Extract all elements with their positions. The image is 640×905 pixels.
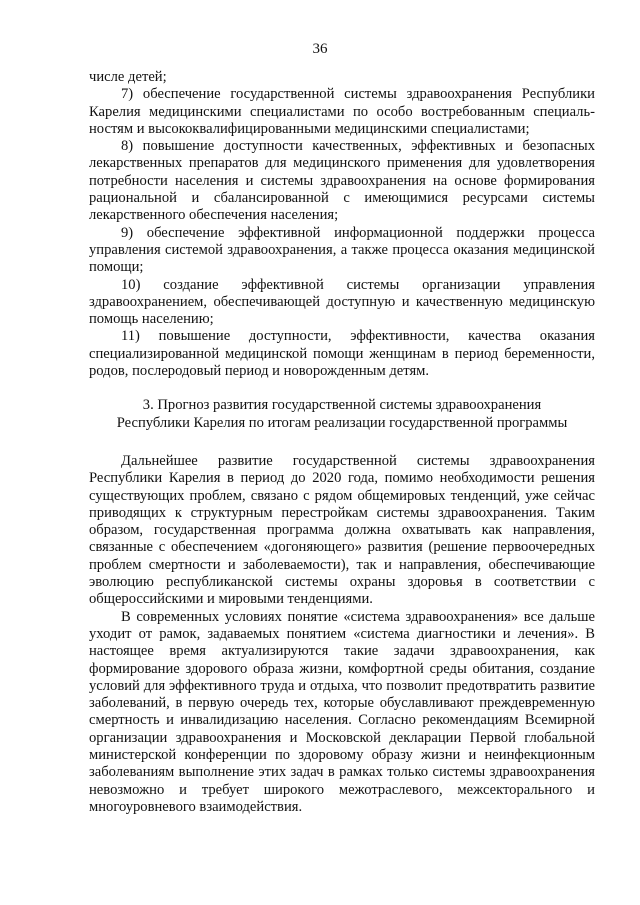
body-paragraph-2: В современных условиях понятие «система здравоохранения» все дальше уходит от рамок, задаваемых понятием «система диагностики и лечения». В настоящее время актуализируются такие задачи здравоохранения, как формирование здорового образа жизни, комфортной среды обитания, создание условий для эффективного труда и отдыха, что позволит предотвратить развитие заболеваний, в первую очередь тех, которые обуславливают преждевременную смертность и инвалидизацию населения. Согласно рекомендациям Всемирной организации здравоохранения и Московской декларации Первой глобальной министерской конференции по здоровому образу жизни и неинфекционным заболеваниям выполнение этих задач в рамках только системы здравоохранения невозможно и требует широкого межотраслевого, межсекторального и многоуровневого взаимодействия. (89, 608, 595, 815)
list-item-8: 8) повышение доступности качественных, эффективных и безопасных лекарственных препаратов для медицинского применения для удовлетворения потребности населения и системы здравоохранения на основе формирования рациональной и сбалансированной с имеющимися ресурсами системы лекарственного обеспечения населения; (89, 138, 595, 224)
list-item-7: 7) обеспечение государственной системы здравоохранения Республики Карелия медицинскими специалистами по особо востребованным специальностям и высококвалифицированными медицинскими специалистами; (89, 86, 595, 137)
section-spacer (89, 380, 595, 397)
page-number: 36 (312, 41, 328, 57)
body-paragraph-1: Дальнейшее развитие государственной системы здравоохранения Республики Карелия в период до 2020 года, помимо необходимости решения существующих проблем, связано с рядом общемировых тенденций, уже сейчас приводящих к структурным перестройкам системы здравоохранения. Таким образом, государственная программа должна охватывать как направления, связанные с обеспечением «догоняющего» развития (решение первоочередных проблем смертности и заболеваемости), так и направления, обеспечивающие эволюцию республиканской системы охраны здоровья в соответствии с общероссийскими и мировыми тенденциями. (89, 452, 595, 608)
document-body (89, 69, 595, 816)
paragraph-continuation: числе детей; (89, 69, 167, 85)
list-item-11: 11) повышение доступности, эффективности, качества оказания специализированной медицинской помощи женщинам в период беременности, родов, послеродовый период и новорожденным детям. (89, 328, 595, 380)
list-item-9: 9) обеспечение эффективной информационной поддержки процесса управления системой здравоохранения, а также процесса оказания медицинской помощи; (89, 224, 595, 276)
list-item-10: 10) создание эффективной системы организации управления здравоохранением, обеспечивающей доступную и качественную медицинскую помощь населению; (89, 276, 595, 328)
section-heading-line-1: 3. Прогноз развития государственной системы здравоохранения (142, 397, 542, 414)
section-heading (89, 397, 595, 432)
heading-spacer (89, 432, 595, 453)
section-heading-line-2: Республики Карелия по итогам реализации государственной программы (116, 414, 568, 431)
